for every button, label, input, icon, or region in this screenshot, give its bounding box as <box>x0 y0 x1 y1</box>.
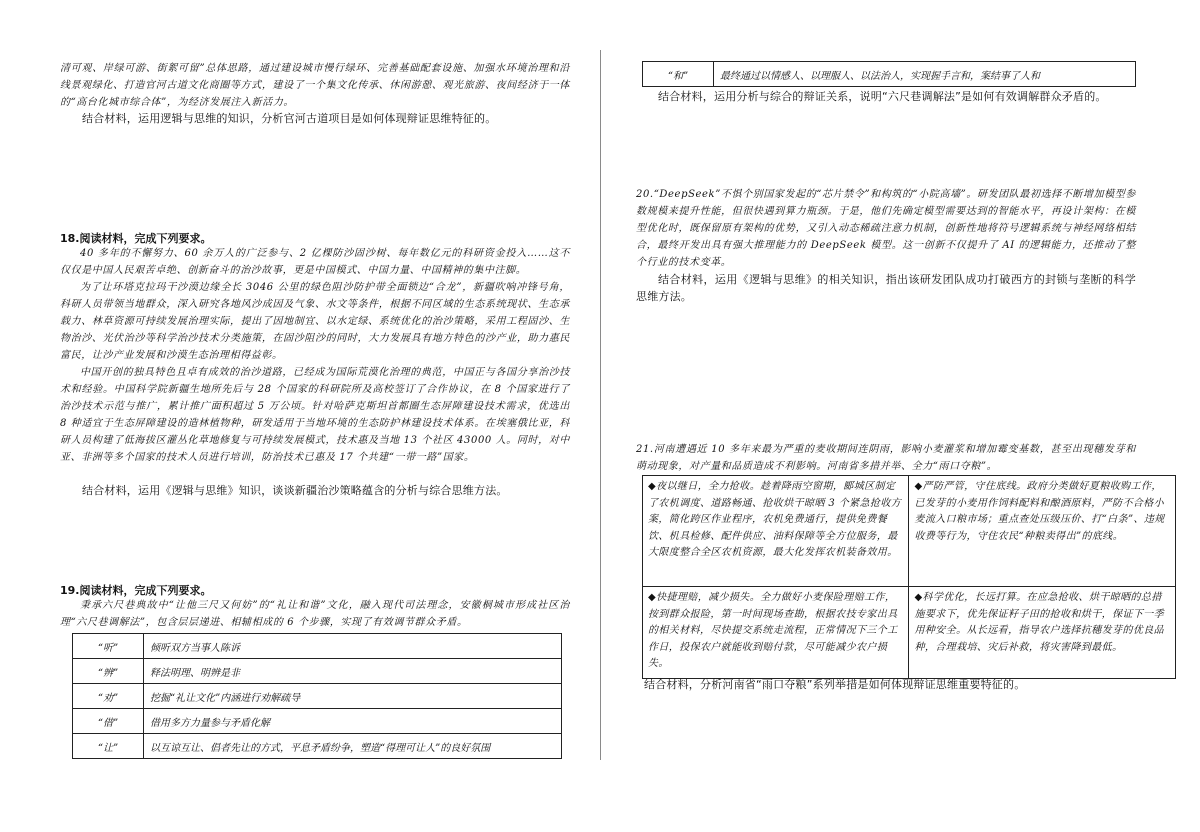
step-text: 最终通过以情感人、以理服人、以法治人，实现握手言和，案结事了人和 <box>714 62 1136 87</box>
q19-prompt: 结合材料，运用分析与综合的辩证关系，说明“六尺巷调解法”是如何有效调解群众矛盾的。 <box>658 90 1107 103</box>
step-text: 挖掘“礼让文化”内涵进行劝解疏导 <box>144 684 562 709</box>
q19-title: 19.阅读材料，完成下列要求。 <box>60 584 212 597</box>
table-row <box>73 634 562 659</box>
q18-paragraph-1: 40 多年的不懈努力、60 余万人的广泛参与、2 亿棵防沙固沙树、每年数亿元的科研资金投入……这不仅仅是中国人民艰苦卓绝、创新奋斗的治沙故事，更是中国模式、中国力量、中国精神的集中注脚。 <box>60 248 570 276</box>
step-text: 释法明理、明辨是非 <box>144 659 562 684</box>
q17-material-tail: 清可观、岸绿可游、街絮可留”总体思路，通过建设城市慢行绿环、完善基础配套设施、加强水环境治理和沿线景观绿化、打造官河古道文化商圈等方式，建设了一个集文化传承、休闲游憩、观光旅游、夜间经济于一体的“高台化城市综合体”，为经济发展注入新活力。 <box>60 63 570 108</box>
step-key: “和” <box>643 62 714 87</box>
step-key: “劝” <box>73 684 144 709</box>
q19-steps-table <box>72 633 562 759</box>
q18-paragraph-3: 中国开创的独具特色且卓有成效的治沙道路，已经成为国际荒漠化治理的典范，中国正与各国分享治沙技术和经验。中国科学院新疆生地所先后与 28 个国家的科研院所及高校签订了合作协议，在 8 个国家进行了治沙技术示范与推广，累计推广面积超过 5 万公顷。针对哈萨克斯坦首都圈生态屏障建设技术需求，优选出 8 种适宜于生态屏障建设的造林植物种，研发适用于当地环境的生态防护林建设技术体系。在埃塞俄比亚，科研人员构建了低海拔区灌丛化草地修复与可持续发展模式，技术惠及当地 13 个社区 43000 人。同时，对中亚、非洲等多个国家的技术人员进行培训，防治技术已惠及 17 个共建“一带一路”国家。 <box>60 367 570 463</box>
table-row <box>643 587 1176 679</box>
table-row <box>73 709 562 734</box>
step-text: 借用多方力量参与矛盾化解 <box>144 709 562 734</box>
measure-cell: ◆严防严管，守住底线。政府分类做好夏粮收购工作，已发芽的小麦用作饲料配料和酿酒原料，严防不合格小麦流入口粮市场；重点查处压级压价、打“白条”、违规收费等行为，守住农民“种粮卖得出”的底线。 <box>909 476 1176 587</box>
q20-material: 20.“DeepSeek”不惧个别国家发起的“芯片禁令”和构筑的“小院高墙”。研发团队最初选择不断增加模型参数规模来提升性能，但很快遇到算力瓶颈。于是，他们先确定模型需要达到的智能水平，再设计架构：在模型优化时，既保留原有架构的优势，又引入动态稀疏注意力机制，创新性地将符号逻辑系统与神经网络相结合，最终开发出具有强大推理能力的 DeepSeek 模型。这一创新不仅提升了 AI 的逻辑能力，还推动了整个行业的技术变革。 <box>636 189 1136 268</box>
measure-cell: ◆夜以继日，全力抢收。趁着降雨空窗期，郾城区制定了农机调度、道路畅通、抢收烘干晾晒 3 个紧急抢收方案，简化跨区作业程序，农机免费通行，提供免费餐饮、机具检修、配件供应、油料保障等全方位服务，最大限度整合全区农机资源，最大化发挥农机装备效用。 <box>643 476 909 587</box>
q18-title: 18.阅读材料，完成下列要求。 <box>60 232 212 245</box>
column-divider <box>600 50 601 760</box>
measure-cell: ◆快捷理赔，减少损失。全力做好小麦保险理赔工作，按到群众报险，第一时间现场查勘，根据农技专家出具的相关材料，尽快提交系统走流程，正常情况下三个工作日，投保农户就能收到赔付款，尽可能减少农户损失。 <box>643 587 909 679</box>
q20-prompt: 结合材料，运用《逻辑与思维》的相关知识，指出该研发团队成功打破西方的封锁与垄断的科学思维方法。 <box>636 273 1136 303</box>
step-key: “让” <box>73 734 144 759</box>
step-key: “听” <box>73 634 144 659</box>
right-column <box>636 0 1165 832</box>
table-row <box>73 684 562 709</box>
table-row <box>73 659 562 684</box>
q21-material: 21.河南遭遇近 10 多年来最为严重的麦收期间连阴雨，影响小麦灌浆和增加霉变基数，甚至出现穗发芽和萌动现象，对产量和品质造成不利影响。河南省多措并举、全力“雨口夺粮”。 <box>636 444 1136 472</box>
step-key: “辨” <box>73 659 144 684</box>
q21-prompt: 结合材料，分析河南省“雨口夺粮”系列举措是如何体现辩证思维重要特征的。 <box>644 678 1026 691</box>
step-key: “借” <box>73 709 144 734</box>
step-text: 以互谅互让、倡者先让的方式，平息矛盾纷争，塑造“得理可让人”的良好氛围 <box>144 734 562 759</box>
step-text: 倾听双方当事人陈诉 <box>144 634 562 659</box>
q21-measures-table <box>642 475 1176 679</box>
table-row <box>643 476 1176 587</box>
q19-paragraph: 秉承六尺巷典故中“让他三尺又何妨”的“礼让和谐”文化，融入现代司法理念，安徽桐城市形成社区治理“六尺巷调解法”，包含层层递进、相辅相成的 6 个步骤，实现了有效调节群众矛盾。 <box>60 600 570 628</box>
left-column <box>60 0 570 832</box>
q17-prompt: 结合材料，运用逻辑与思维的知识，分析官河古道项目是如何体现辩证思维特征的。 <box>82 112 497 125</box>
q19-steps-table-continued <box>642 61 1136 87</box>
measure-cell: ◆科学优化，长远打算。在应急抢收、烘干晾晒的总措施要求下，优先保证籽子田的抢收和烘干，保证下一季用种安全。从长远看，指导农户选择抗穗发芽的优良品种，合理栽培、灾后补救，将灾害降到最低。 <box>909 587 1176 679</box>
table-row <box>643 62 1136 87</box>
q18-prompt: 结合材料，运用《逻辑与思维》知识，谈谈新疆治沙策略蕴含的分析与综合思维方法。 <box>82 484 508 497</box>
table-row <box>73 734 562 759</box>
q18-paragraph-2: 为了让环塔克拉玛干沙漠边缘全长 3046 公里的绿色阻沙防护带全面锁边“合龙”，新疆吹响冲锋号角，科研人员带领当地群众，深入研究各地风沙成因及气象、水文等条件，根据不同区域的生态系统现状、生态承载力、林草资源可持续发展治理实际，提出了因地制宜、以水定绿、系统优化的治沙策略，采用工程固沙、生物治沙、光伏治沙等科学治沙技术分类施策，在固沙阻沙的同时，大力发展具有地方特色的沙产业，助力惠民富民，让沙产业发展和沙漠生态治理相得益彰。 <box>60 282 570 361</box>
